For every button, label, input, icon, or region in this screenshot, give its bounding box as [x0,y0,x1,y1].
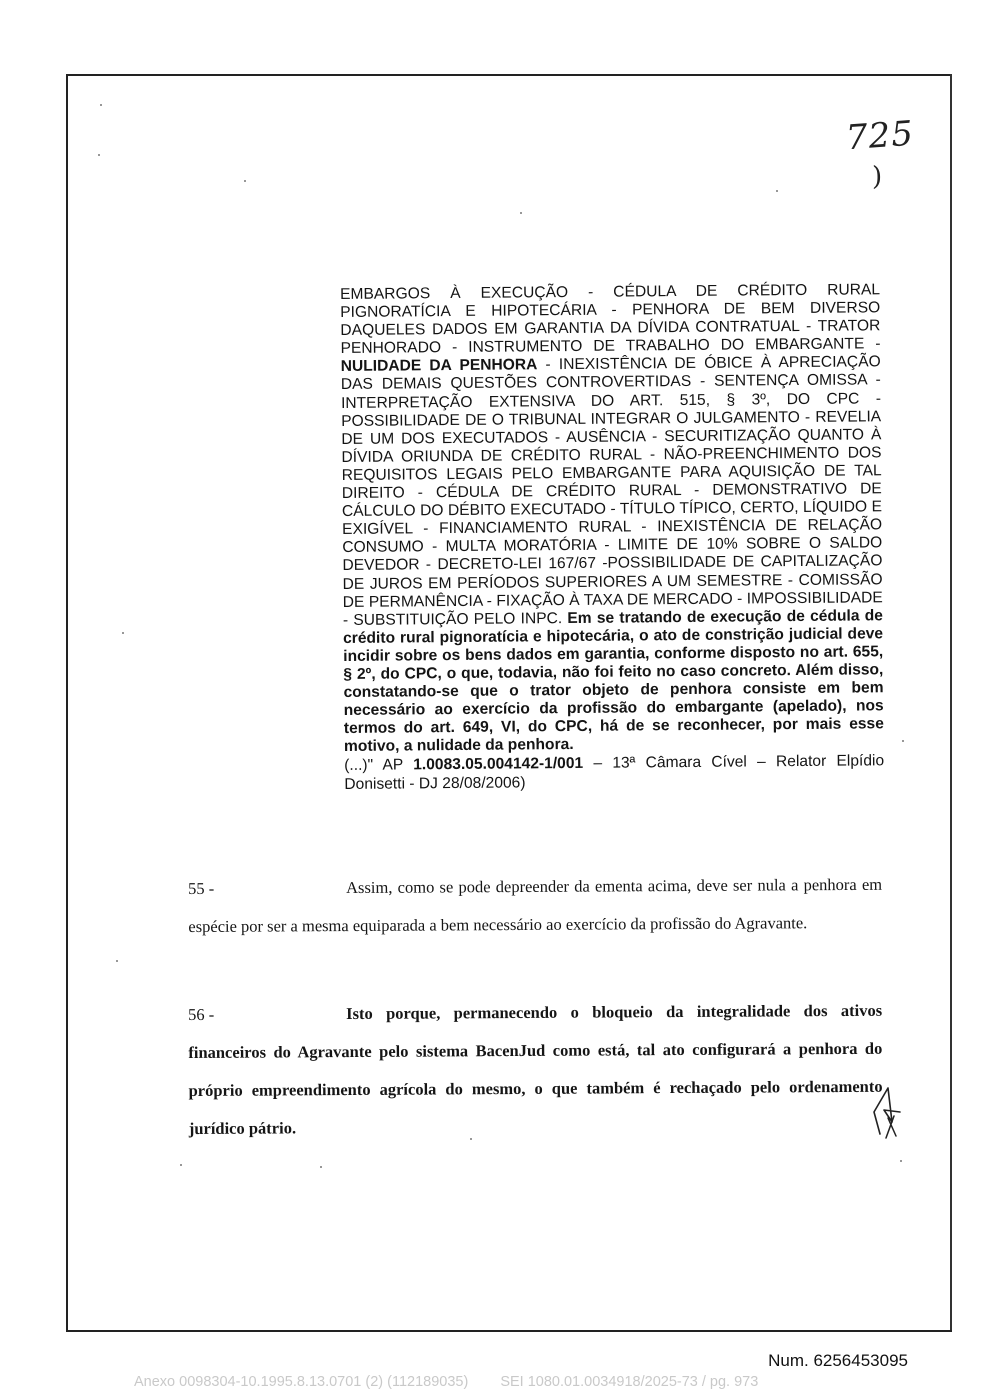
border-bottom [66,1330,952,1332]
handwritten-page-number: 725 [844,113,916,159]
scan-speck [900,1160,902,1162]
paragraph-56 [188,992,883,1148]
sei-reference: SEI 1080.01.0034918/2025-73 / pg. 973 [500,1374,759,1390]
ementa-bold-1: NULIDADE DA PENHORA [340,356,538,376]
ementa-bold-2: Em se tratando de execução de cédula de crédito rural pignoratícia e hipotecária, o ato de constrição judicial deve incidir sobre os bens dados em garantia, conforme disposto no art. 655, § 2º, do CPC, o que, todavia, não foi feito no caso concreto. Além disso, constatando-se que o trator objeto de penhora consiste em bem necessário ao exercício da profissão do embargante (apelado), nos termos do art. 649, VI, do CPC, há de se reconhecer, por mais esse motivo, a nulidade da penhora. [343,606,884,756]
paragraph-55 [188,866,882,946]
scan-speck [116,960,118,962]
handwritten-initials-icon [866,1082,906,1142]
scan-speck [244,180,246,182]
scan-speck [122,632,124,634]
scan-speck [98,154,100,156]
ementa-quote [340,281,884,793]
paragraph-number: 55 - [188,878,215,898]
border-left [66,74,68,1332]
paragraph-number: 56 - [188,1004,215,1024]
citation-prefix: (...)" AP [344,756,414,775]
ementa-text-1: EMBARGOS À EXECUÇÃO - CÉDULA DE CRÉDITO RURAL PIGNORATÍCIA E HIPOTECÁRIA - PENHORA DE BEM DIVERSO DAQUELES DADOS EM GARANTIA DA DÍVIDA CONTRATUAL - TRATOR PENHORADO - INSTRUMENTO DE TRABALHO DO EMBARGANTE - [340,281,881,358]
citation-suffix: – 13ª Câmara Cível – Relator Elpídio Donisetti - DJ 28/08/2006) [344,752,885,793]
scan-speck [520,212,522,214]
border-top [66,74,952,76]
document-number: Num. 6256453095 [768,1351,908,1370]
citation-number: 1.0083.05.004142-1/001 [413,755,584,774]
ementa-text-2: - INEXISTÊNCIA DE ÓBICE À APRECIAÇÃO DAS DEMAIS QUESTÕES CONTROVERTIDAS - SENTENÇA OMISSA - INTERPRETAÇÃO EXTENSIVA DO ART. 515, § 3º, DO CPC - POSSIBILIDADE DE O TRIBUNAL INTEGRAR O JULGAMENTO - REVELIA DE UM DOS EXECUTADOS - AUSÊNCIA - SECURITIZAÇÃO QUANTO À DÍVIDA ORIUNDA DE CRÉDITO RURAL - NÃO-PREENCHIMENTO DOS REQUISITOS LEGAIS PELO EMBARGANTE PARA AQUISIÇÃO DE TAL DIREITO - CÉDULA DE CRÉDITO RURAL - DEMONSTRATIVO DE CÁLCULO DO DÉBITO EXECUTADO - TÍTULO TÍPICO, CERTO, LÍQUIDO E EXIGÍVEL - FINANCIAMENTO RURAL - INEXISTÊNCIA DE RELAÇÃO CONSUMO - MULTA MORATÓRIA - LIMITE DE 10% SOBRE O SALDO DEVEDOR - DECRETO-LEI 167/67 -POSSIBILIDADE DE CAPITALIZAÇÃO DE JUROS EM PERÍODOS SUPERIORES A UM SEMESTRE - COMISSÃO DE PERMANÊNCIA - FIXAÇÃO À TAXA DE MERCADO - IMPOSSIBILIDADE - SUBSTITUIÇÃO PELO INPC. [340,353,883,629]
scan-speck [902,740,904,742]
scan-speck [470,1138,472,1140]
paragraph-text: Assim, como se pode depreender da ementa acima, deve ser nula a penhora em espécie por ser a mesma equiparada a bem necessário ao exercício da profissão do Agravante. [188,874,883,936]
annex-reference: Anexo 0098304-10.1995.8.13.0701 (2) (112189035) [134,1374,469,1390]
annex-watermark [134,1374,758,1390]
scan-speck [320,1166,322,1168]
border-right [950,74,952,1332]
paragraph-text: Isto porque, permanecendo o bloqueio da integralidade dos ativos financeiros do Agravante pelo sistema BacenJud como está, tal ato configurará a penhora do próprio empreendimento agrícola do mesmo, o que também é rechaçado pelo ordenamento jurídico pátrio. [188,1000,883,1138]
ementa-citation [344,753,884,794]
scan-speck [180,1164,182,1166]
page-number-mark: ) [872,162,883,192]
scan-speck [100,104,102,106]
scan-speck [776,190,778,192]
